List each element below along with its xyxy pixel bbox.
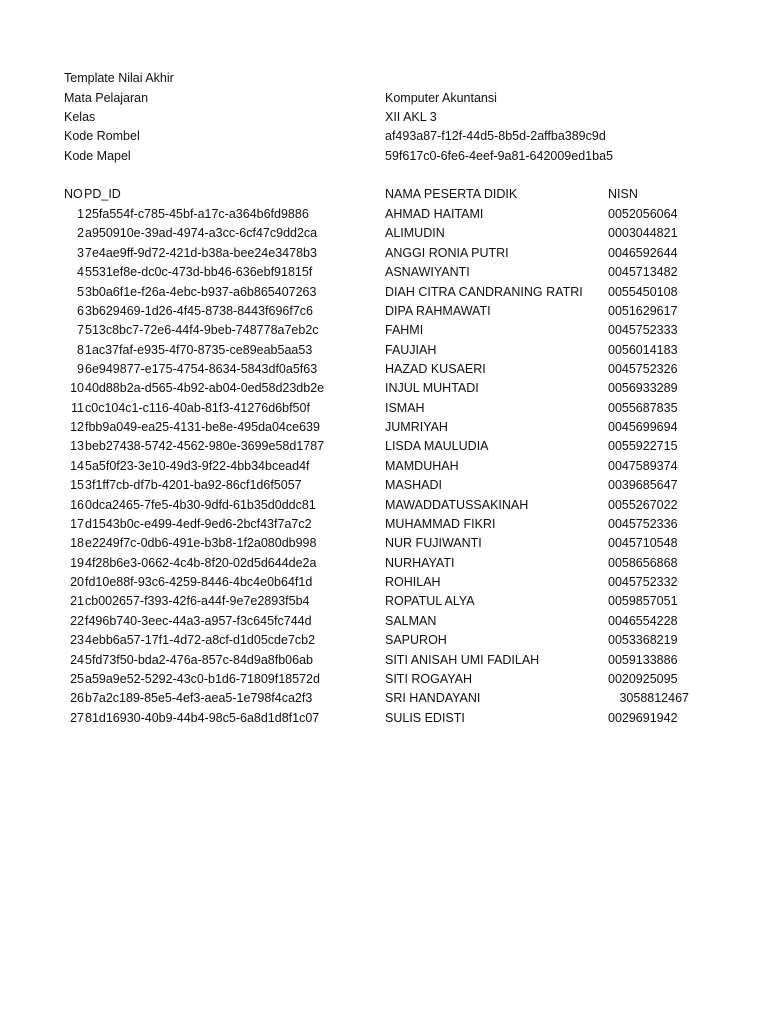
row-pd-id: 513c8bc7-72e6-44f4-9beb-748778a7eb2c: [85, 323, 319, 338]
meta-row-rombel: [0, 127, 768, 146]
row-student-name: FAHMI: [385, 323, 424, 338]
table-row: [0, 263, 768, 282]
row-student-name: NUR FUJIWANTI: [385, 536, 482, 551]
table-row: [0, 302, 768, 321]
row-nisn: 0056933289: [608, 381, 678, 396]
meta-label: Kelas: [64, 110, 96, 124]
table-row: [0, 205, 768, 224]
table-row: [0, 573, 768, 592]
row-student-name: SAPUROH: [385, 633, 447, 648]
row-student-name: SITI ROGAYAH: [385, 671, 473, 686]
row-pd-id: 3b629469-1d26-4f45-8738-8443f696f7c6: [85, 303, 313, 318]
meta-value: af493a87-f12f-44d5-8b5d-2affba389c9d: [385, 129, 606, 143]
row-nisn: 0045752332: [608, 575, 678, 589]
table-row: [0, 496, 768, 515]
row-number: 1: [77, 207, 84, 221]
row-number: 22: [70, 613, 84, 628]
row-number: 4: [77, 265, 84, 280]
row-nisn: 0052056064: [608, 207, 678, 221]
row-pd-id: 5fd73f50-bda2-476a-857c-84d9a8fb06ab: [85, 652, 313, 667]
row-pd-id: 7e4ae9ff-9d72-421d-b38a-bee24e3478b3: [85, 245, 317, 260]
meta-value: Komputer Akuntansi: [385, 91, 497, 105]
row-nisn: 0045752336: [608, 516, 678, 531]
meta-value: XII AKL 3: [385, 110, 437, 124]
meta-label: Kode Mapel: [64, 149, 131, 163]
row-number: 10: [70, 381, 84, 396]
row-number: 24: [70, 652, 84, 667]
row-number: 20: [70, 575, 84, 589]
row-nisn: 0055687835: [608, 400, 678, 415]
row-pd-id: 25fa554f-c785-45bf-a17c-a364b6fd9886: [85, 207, 309, 221]
row-pd-id: 5531ef8e-dc0c-473d-bb46-636ebf91815f: [85, 265, 313, 280]
table-row: [0, 592, 768, 611]
row-nisn: 0029691942: [608, 710, 678, 725]
table-row: [0, 612, 768, 631]
row-number: 8: [77, 342, 84, 357]
row-pd-id: b7a2c189-85e5-4ef3-aea5-1e798f4ca2f3: [85, 691, 313, 706]
row-pd-id: f496b740-3eec-44a3-a957-f3c645fc744d: [85, 613, 312, 628]
row-student-name: SITI ANISAH UMI FADILAH: [385, 652, 540, 667]
row-number: 26: [70, 691, 84, 706]
row-student-name: HAZAD KUSAERI: [385, 362, 486, 376]
row-student-name: FAUJIAH: [385, 342, 437, 357]
table-row: [0, 476, 768, 495]
table-row: [0, 283, 768, 302]
row-number: 15: [70, 478, 84, 493]
row-pd-id: 81d16930-40b9-44b4-98c5-6a8d1d8f1c07: [85, 710, 320, 725]
row-number: 19: [70, 555, 84, 570]
row-pd-id: c0c104c1-c116-40ab-81f3-41276d6bf50f: [85, 400, 310, 415]
row-number: 6: [77, 303, 84, 318]
row-nisn: 0003044821: [608, 226, 678, 241]
row-number: 17: [70, 516, 84, 531]
row-student-name: MASHADI: [385, 478, 442, 493]
row-student-name: DIPA RAHMAWATI: [385, 303, 491, 318]
table-row: [0, 379, 768, 398]
meta-value: 59f617c0-6fe6-4eef-9a81-642009ed1ba5: [385, 149, 613, 163]
row-number: 18: [70, 536, 84, 551]
row-nisn: 0056014183: [608, 342, 678, 357]
row-pd-id: 4ebb6a57-17f1-4d72-a8cf-d1d05cde7cb2: [85, 633, 316, 648]
row-nisn: 0045713482: [608, 265, 678, 280]
row-number: 11: [71, 400, 84, 415]
row-pd-id: cb002657-f393-42f6-a44f-9e7e2893f5b4: [85, 594, 310, 609]
table-row: [0, 457, 768, 476]
row-pd-id: fd10e88f-93c6-4259-8446-4bc4e0b64f1d: [85, 575, 313, 589]
table-row: [0, 418, 768, 437]
table-row: [0, 321, 768, 340]
document-title: Template Nilai Akhir: [64, 71, 174, 85]
row-student-name: MAWADDATUSSAKINAH: [385, 497, 529, 512]
row-nisn: 3058812467: [619, 691, 689, 706]
row-pd-id: 6e949877-e175-4754-8634-5843df0a5f63: [85, 362, 318, 376]
meta-label: Kode Rombel: [64, 129, 140, 143]
row-student-name: SULIS EDISTI: [385, 710, 465, 725]
row-pd-id: d1543b0c-e499-4edf-9ed6-2bcf43f7a7c2: [85, 516, 312, 531]
row-student-name: INJUL MUHTADI: [385, 381, 479, 396]
row-number: 13: [70, 439, 84, 454]
row-nisn: 0058656868: [608, 555, 678, 570]
row-pd-id: 3f1ff7cb-df7b-4201-ba92-86cf1d6f5057: [85, 478, 302, 493]
meta-label: Mata Pelajaran: [64, 91, 149, 105]
row-pd-id: 1ac37faf-e935-4f70-8735-ce89eab5aa53: [85, 342, 313, 357]
meta-row-subject: [0, 89, 768, 108]
row-student-name: SALMAN: [385, 613, 437, 628]
table-row: [0, 515, 768, 534]
row-nisn: 0045752326: [608, 362, 678, 376]
row-student-name: AHMAD HAITAMI: [385, 207, 484, 221]
table-header-row: [0, 185, 768, 204]
row-student-name: LISDA MAULUDIA: [385, 439, 489, 454]
column-header-pd-id: PD_ID: [84, 187, 121, 201]
table-row: [0, 651, 768, 670]
row-nisn: 0055450108: [608, 284, 678, 299]
column-header-nisn: NISN: [608, 187, 638, 201]
row-number: 16: [70, 497, 84, 512]
table-row: [0, 341, 768, 360]
column-header-name: NAMA PESERTA DIDIK: [385, 187, 518, 201]
row-student-name: ALIMUDIN: [385, 226, 445, 241]
row-student-name: MAMDUHAH: [385, 458, 459, 473]
row-nisn: 0055922715: [608, 439, 678, 454]
table-row: [0, 709, 768, 728]
row-pd-id: 4f28b6e3-0662-4c4b-8f20-02d5d644de2a: [85, 555, 317, 570]
row-nisn: 0059857051: [608, 594, 678, 609]
table-row: [0, 360, 768, 379]
row-nisn: 0045699694: [608, 420, 678, 435]
table-row: [0, 670, 768, 689]
table-row: [0, 534, 768, 553]
table-row: [0, 689, 768, 708]
row-nisn: 0046554228: [608, 613, 678, 628]
row-number: 21: [70, 594, 84, 609]
row-number: 27: [70, 710, 84, 725]
row-pd-id: a950910e-39ad-4974-a3cc-6cf47c9dd2ca: [85, 226, 318, 241]
table-row: [0, 437, 768, 456]
row-nisn: 0020925095: [608, 671, 678, 686]
row-nisn: 0045710548: [608, 536, 678, 551]
document-title-row: [0, 69, 768, 88]
row-student-name: JUMRIYAH: [385, 420, 448, 435]
row-nisn: 0039685647: [608, 478, 678, 493]
row-number: 14: [70, 458, 84, 473]
meta-row-class: [0, 108, 768, 127]
row-nisn: 0055267022: [608, 497, 678, 512]
row-pd-id: e2249f7c-0db6-491e-b3b8-1f2a080db998: [85, 536, 317, 551]
row-number: 7: [77, 323, 84, 338]
row-student-name: MUHAMMAD FIKRI: [385, 516, 496, 531]
row-number: 2: [77, 226, 84, 241]
row-number: 3: [77, 245, 84, 260]
column-header-no: NO: [64, 187, 83, 201]
row-nisn: 0047589374: [608, 458, 678, 473]
table-row: [0, 631, 768, 650]
row-student-name: NURHAYATI: [385, 555, 455, 570]
row-student-name: SRI HANDAYANI: [385, 691, 481, 706]
row-pd-id: 5a5f0f23-3e10-49d3-9f22-4bb34bcead4f: [85, 458, 310, 473]
row-student-name: ROHILAH: [385, 575, 441, 589]
row-pd-id: 3b0a6f1e-f26a-4ebc-b937-a6b865407263: [85, 284, 317, 299]
row-nisn: 0045752333: [608, 323, 678, 338]
row-student-name: ROPATUL ALYA: [385, 594, 475, 609]
table-row: [0, 244, 768, 263]
row-number: 25: [70, 671, 84, 686]
row-nisn: 0051629617: [608, 303, 678, 318]
row-number: 12: [70, 420, 84, 435]
row-pd-id: a59a9e52-5292-43c0-b1d6-71809f18572d: [85, 671, 320, 686]
table-row: [0, 554, 768, 573]
row-student-name: ISMAH: [385, 400, 425, 415]
row-pd-id: 0dca2465-7fe5-4b30-9dfd-61b35d0ddc81: [85, 497, 316, 512]
row-number: 5: [77, 284, 84, 299]
row-student-name: DIAH CITRA CANDRANING RATRI: [385, 284, 583, 299]
row-student-name: ANGGI RONIA PUTRI: [385, 245, 509, 260]
row-pd-id: fbb9a049-ea25-4131-be8e-495da04ce639: [85, 420, 320, 435]
table-row: [0, 399, 768, 418]
row-nisn: 0059133886: [608, 652, 678, 667]
row-nisn: 0046592644: [608, 245, 678, 260]
row-pd-id: beb27438-5742-4562-980e-3699e58d1787: [85, 439, 325, 454]
row-number: 9: [77, 362, 84, 376]
row-nisn: 0053368219: [608, 633, 678, 648]
meta-row-mapel: [0, 147, 768, 166]
row-pd-id: 40d88b2a-d565-4b92-ab04-0ed58d23db2e: [85, 381, 325, 396]
table-row: [0, 224, 768, 243]
row-student-name: ASNAWIYANTI: [385, 265, 470, 280]
row-number: 23: [70, 633, 84, 648]
